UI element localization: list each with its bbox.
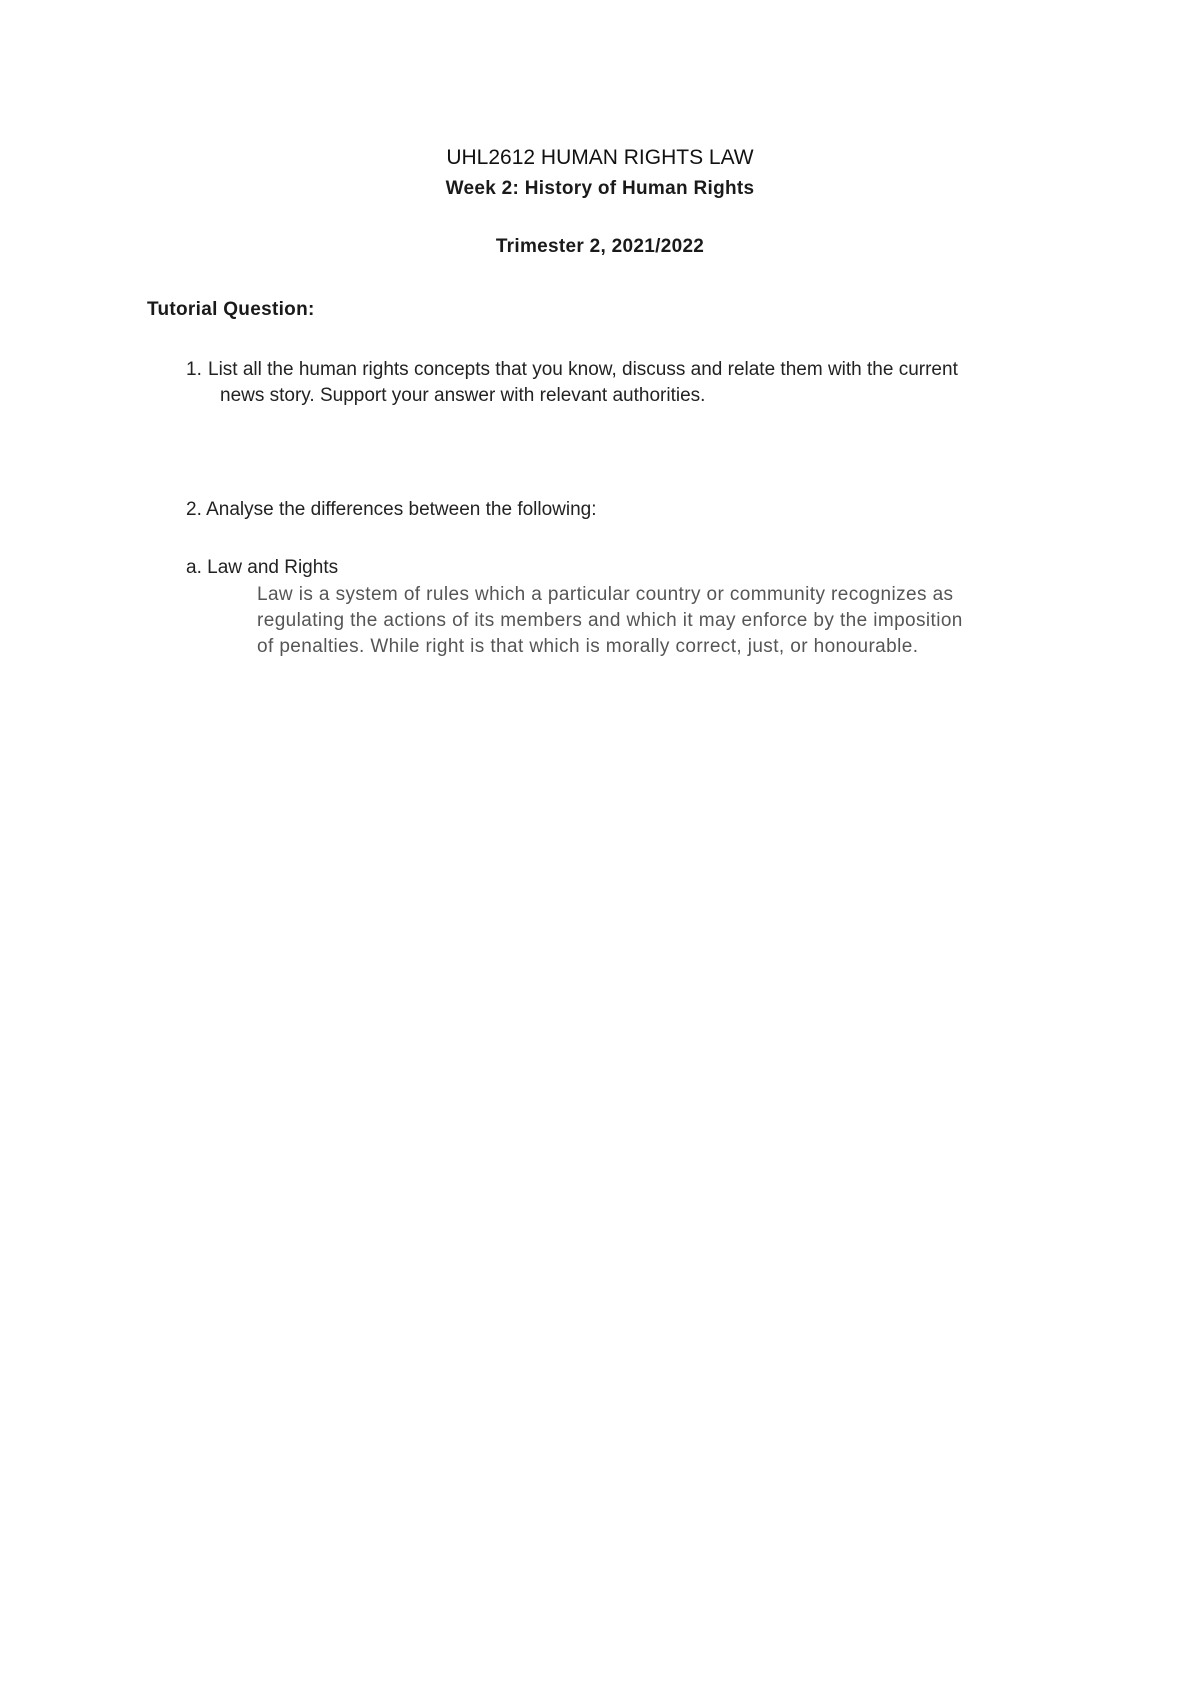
sub-question-a-label: a. Law and Rights bbox=[186, 557, 339, 578]
tutorial-heading: Tutorial Question: bbox=[147, 299, 315, 320]
sub-question-a-answer bbox=[257, 582, 1077, 660]
question-2: 2. Analyse the differences between the following: bbox=[186, 499, 597, 520]
trimester-label: Trimester 2, 2021/2022 bbox=[495, 236, 705, 257]
question-1-line-2: news story. Support your answer with relevant authorities. bbox=[220, 385, 706, 406]
answer-line: regulating the actions of its members and which it may enforce by the imposition bbox=[257, 610, 963, 631]
week-title: Week 2: History of Human Rights bbox=[445, 178, 755, 199]
course-title: UHL2612 HUMAN RIGHTS LAW bbox=[446, 146, 754, 169]
answer-line: of penalties. While right is that which is morally correct, just, or honourable. bbox=[257, 636, 919, 657]
question-1-number: 1. bbox=[186, 359, 202, 380]
question-1 bbox=[186, 357, 1066, 409]
answer-line: Law is a system of rules which a particular country or community recognizes as bbox=[257, 584, 954, 605]
question-1-line-1: List all the human rights concepts that you know, discuss and relate them with the current bbox=[208, 359, 958, 380]
